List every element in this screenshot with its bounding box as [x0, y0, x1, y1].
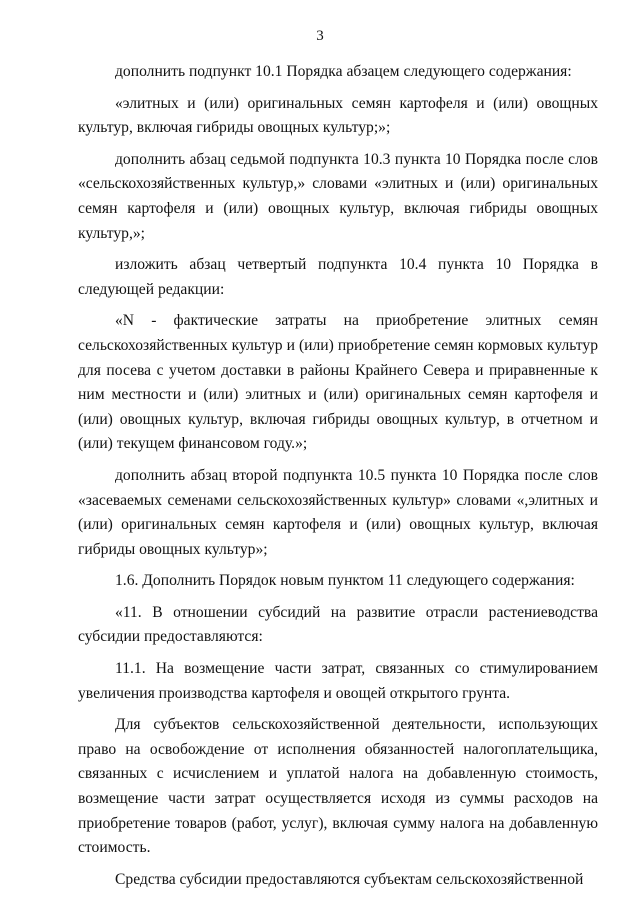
- paragraph-amend-10-3: дополнить абзац седьмой подпункта 10.3 пункта 10 Порядка после слов «сельскохозяйственных культур,» словами «элитных и (или) оригинальных семян картофеля и (или) овощных культур, включая гибриды овощных культур,»;: [78, 150, 598, 242]
- paragraph-amend-10-1: дополнить подпункт 10.1 Порядка абзацем следующего содержания:: [115, 63, 572, 80]
- paragraph-item-11-1: 11.1. На возмещение части затрат, связанных со стимулированием увеличения производства картофеля и овощей открытого грунта.: [78, 660, 598, 702]
- paragraph-item-11: «11. В отношении субсидий на развитие отрасли растениеводства субсидии предоставляются:: [78, 603, 598, 646]
- page-number: 3: [316, 28, 324, 44]
- paragraph-amend-10-4: изложить абзац четвертый подпункта 10.4 пункта 10 Порядка в следующей редакции:: [78, 256, 598, 298]
- paragraph-quote-seeds: «элитных и (или) оригинальных семян картофеля и (или) овощных культур, включая гибриды овощных культур;»;: [78, 94, 598, 137]
- document-body: [78, 60, 598, 899]
- paragraph-subsidy-funds: Средства субсидии предоставляются субъектам сельскохозяйственной: [115, 870, 584, 888]
- paragraph-formula-n: «N - фактические затраты на приобретение элитных семян сельскохозяйственных культур и (или) приобретение семян кормовых культур для посева с учетом доставки в районы Крайнего Севера и приравненные к ним местности и (или) элитных и (или) оригинальных семян картофеля и (или) овощных культур, включая гибриды овощных культур, в отчетном и (или) текущем финансовом году.»;: [78, 312, 598, 453]
- paragraph-vat-exemption: Для субъектов сельскохозяйственной деятельности, использующих право на освобождение от исполнения обязанностей налогоплательщика, связанных с исчислением и уплатой налога на добавленную стоимость, возмещение части затрат осуществляется исходя из суммы расходов на приобретение товаров (работ, услуг), включая сумму налога на добавленную стоимость.: [78, 716, 598, 857]
- paragraph-amend-10-5: дополнить абзац второй подпункта 10.5 пункта 10 Порядка после слов «засеваемых семенами сельскохозяйственных культур» словами «,элитных и (или) оригинальных семян картофеля и (или) овощных культур, включая гибриды овощных культур»;: [78, 466, 598, 558]
- paragraph-item-1-6: 1.6. Дополнить Порядок новым пунктом 11 следующего содержания:: [115, 572, 575, 590]
